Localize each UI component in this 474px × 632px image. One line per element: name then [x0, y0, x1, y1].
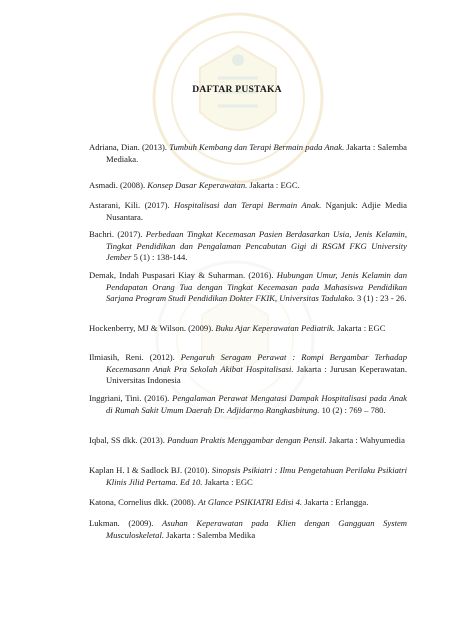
reference-entry — [89, 497, 407, 509]
reference-publisher: Jakarta : Salemba Mediaka. — [106, 142, 407, 164]
reference-title: Asuhan Keperawatan pada Klien dengan Gangguan System Musculoskeletal. — [106, 518, 407, 540]
reference-author: Bachri. (2017). — [89, 229, 146, 239]
reference-title: Panduan Praktis Menggambar dengan Pensil. — [167, 435, 327, 445]
reference-title: Hospitalisasi dan Terapi Bermain Anak. — [174, 200, 322, 210]
reference-publisher: Jakarta : EGC. — [247, 180, 300, 190]
reference-publisher: Jakarta : Wahyumedia — [326, 435, 405, 445]
reference-entry — [89, 465, 407, 488]
reference-author: Astarani, Kili. (2017). — [89, 200, 175, 210]
reference-entry — [89, 270, 407, 305]
reference-author: Adriana, Dian. (2013). — [89, 142, 170, 152]
reference-publisher: 3 (1) : 23 - 26. — [354, 293, 407, 304]
reference-title: Tumbuh Kembang dan Terapi Bermain pada Anak. — [169, 142, 345, 152]
reference-author: Demak, Indah Puspasari Kiay & Suharman. (2016). — [89, 270, 277, 280]
reference-author: Asmadi. (2008). — [89, 180, 148, 190]
reference-publisher: Jakarta : EGC — [202, 476, 253, 487]
reference-title: Buku Ajar Keperawatan Pediatrik. — [215, 323, 336, 333]
reference-title: At Glance PSIKIATRI Edisi 4. — [198, 497, 303, 507]
reference-author: Hockenberry, MJ & Wilson. (2009). — [89, 323, 216, 333]
reference-entry — [89, 229, 407, 264]
reference-author: Ilmiasih, Reni. (2012). — [89, 352, 181, 362]
reference-author: Inggriani, Tini. (2016). — [89, 393, 173, 403]
reference-author: Lukman. (2009). — [89, 518, 163, 528]
reference-title: Hubungan Umur, Jenis Kelamin dan Pendapatan Orang Tua dengan Tingkat Kecemasan pada Mahasiswa Pendidikan Sarjana Program Studi Pendidikan Dokter FKIK, Universitas Tadulako. — [106, 270, 408, 304]
reference-publisher: Jakarta : Jurusan Keperawatan. Universitas Indonesia — [106, 363, 407, 386]
reference-entry — [89, 393, 407, 416]
reference-entry — [89, 142, 407, 165]
reference-title: Perbedaan Tingkat Kecemasan Pasien Berdasarkan Usia, Jenis Kelamin, Tingkat Pendidikan dan Pengalaman Pencabutan Gigi di RSGM FKG University Jember — [106, 229, 407, 263]
reference-publisher: Jakarta : Salemba Medika — [164, 529, 256, 540]
reference-publisher: 10 (2) : 769 – 780. — [319, 404, 386, 415]
reference-entry — [89, 435, 407, 447]
reference-publisher: Nganjuk: Adjie Media Nusantara. — [106, 200, 407, 222]
reference-entry — [89, 518, 407, 541]
reference-publisher: Jakarta : EGC — [335, 323, 386, 333]
reference-entry — [89, 180, 407, 192]
reference-entry — [89, 200, 407, 223]
reference-author: Iqbal, SS dkk. (2013). — [89, 435, 168, 445]
reference-title: Pengalaman Perawat Mengatasi Dampak Hospitalisasi pada Anak di Rumah Sakit Umum Daerah Dr. Adjidarmo Rangkasbitung. — [106, 393, 407, 415]
reference-title: Sinopsis Psikiatri : Ilmu Pengetahuan Perilaku Psikiatri Klinis Jilid Pertama. Ed 10. — [106, 465, 407, 487]
reference-title: Konsep Dasar Keperawatan. — [147, 180, 248, 190]
reference-entry — [89, 323, 407, 335]
reference-author: Kaplan H. I & Sadlock BJ. (2010). — [89, 465, 212, 475]
reference-title: Pengaruh Seragam Perawat : Rompi Bergambar Terhadap Kecemasann Anak Pra Sekolah Akibat Hospitalisasi. — [106, 352, 407, 374]
reference-publisher: 5 (1) : 138-144. — [131, 252, 188, 263]
reference-entry — [89, 352, 407, 387]
page-title: DAFTAR PUSTAKA — [192, 84, 282, 95]
reference-publisher: Jakarta : Erlangga. — [302, 497, 369, 507]
reference-author: Katona, Cornelius dkk. (2008). — [89, 497, 199, 507]
